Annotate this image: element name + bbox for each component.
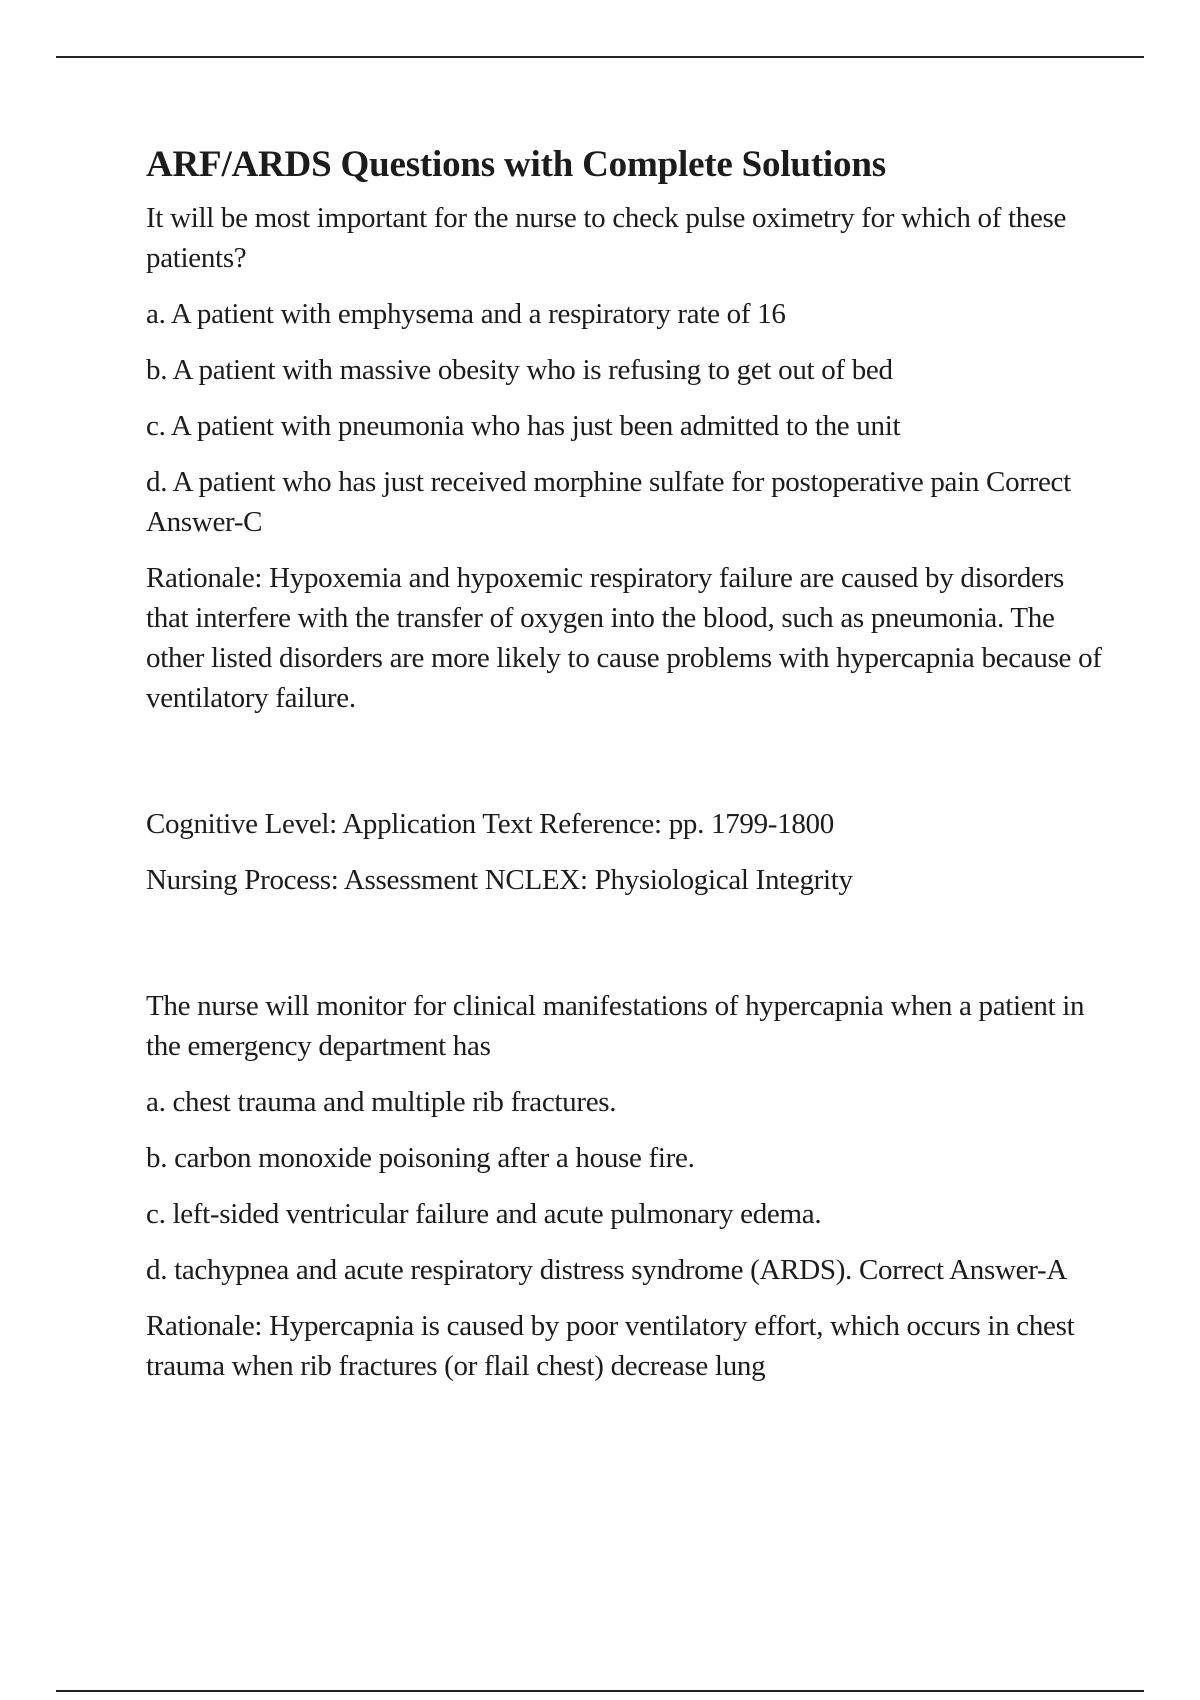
footer-rule <box>56 1690 1144 1692</box>
q2-option-c: c. left-sided ventricular failure and acute pulmonary edema. <box>146 1198 822 1230</box>
q1-meta-nursing: Nursing Process: Assessment NCLEX: Physiological Integrity <box>146 864 853 896</box>
q1-stem: It will be most important for the nurse to check pulse oximetry for which of these patients? <box>146 202 1067 274</box>
document-title: ARF/ARDS Questions with Complete Solutions <box>146 144 886 185</box>
q1-option-c: c. A patient with pneumonia who has just been admitted to the unit <box>146 410 901 442</box>
q2-rationale: Rationale: Hypercapnia is caused by poor ventilatory effort, which occurs in chest trauma when rib fractures (or flail chest) decrease lung <box>146 1310 1075 1382</box>
q1-option-d: d. A patient who has just received morphine sulfate for postoperative pain Correct Answer-C <box>146 466 1071 538</box>
q2-option-a: a. chest trauma and multiple rib fractures. <box>146 1086 617 1118</box>
header-rule <box>56 56 1144 58</box>
q2-option-d: d. tachypnea and acute respiratory distress syndrome (ARDS). Correct Answer-A <box>146 1254 1067 1286</box>
q1-option-b: b. A patient with massive obesity who is refusing to get out of bed <box>146 354 893 386</box>
q2-stem: The nurse will monitor for clinical manifestations of hypercapnia when a patient in the emergency department has <box>146 990 1085 1062</box>
q1-rationale: Rationale: Hypoxemia and hypoxemic respiratory failure are caused by disorders that interfere with the transfer of oxygen into the blood, such as pneumonia. The other listed disorders are more likely to cause problems with hypercapnia because of ventilatory failure. <box>146 562 1102 714</box>
spacer <box>146 916 1106 986</box>
q1-meta-cognitive: Cognitive Level: Application Text Reference: pp. 1799-1800 <box>146 808 834 840</box>
q2-option-b: b. carbon monoxide poisoning after a house fire. <box>146 1142 695 1174</box>
q1-option-a: a. A patient with emphysema and a respiratory rate of 16 <box>146 298 786 330</box>
spacer <box>146 734 1106 804</box>
page-content <box>146 142 1106 1402</box>
